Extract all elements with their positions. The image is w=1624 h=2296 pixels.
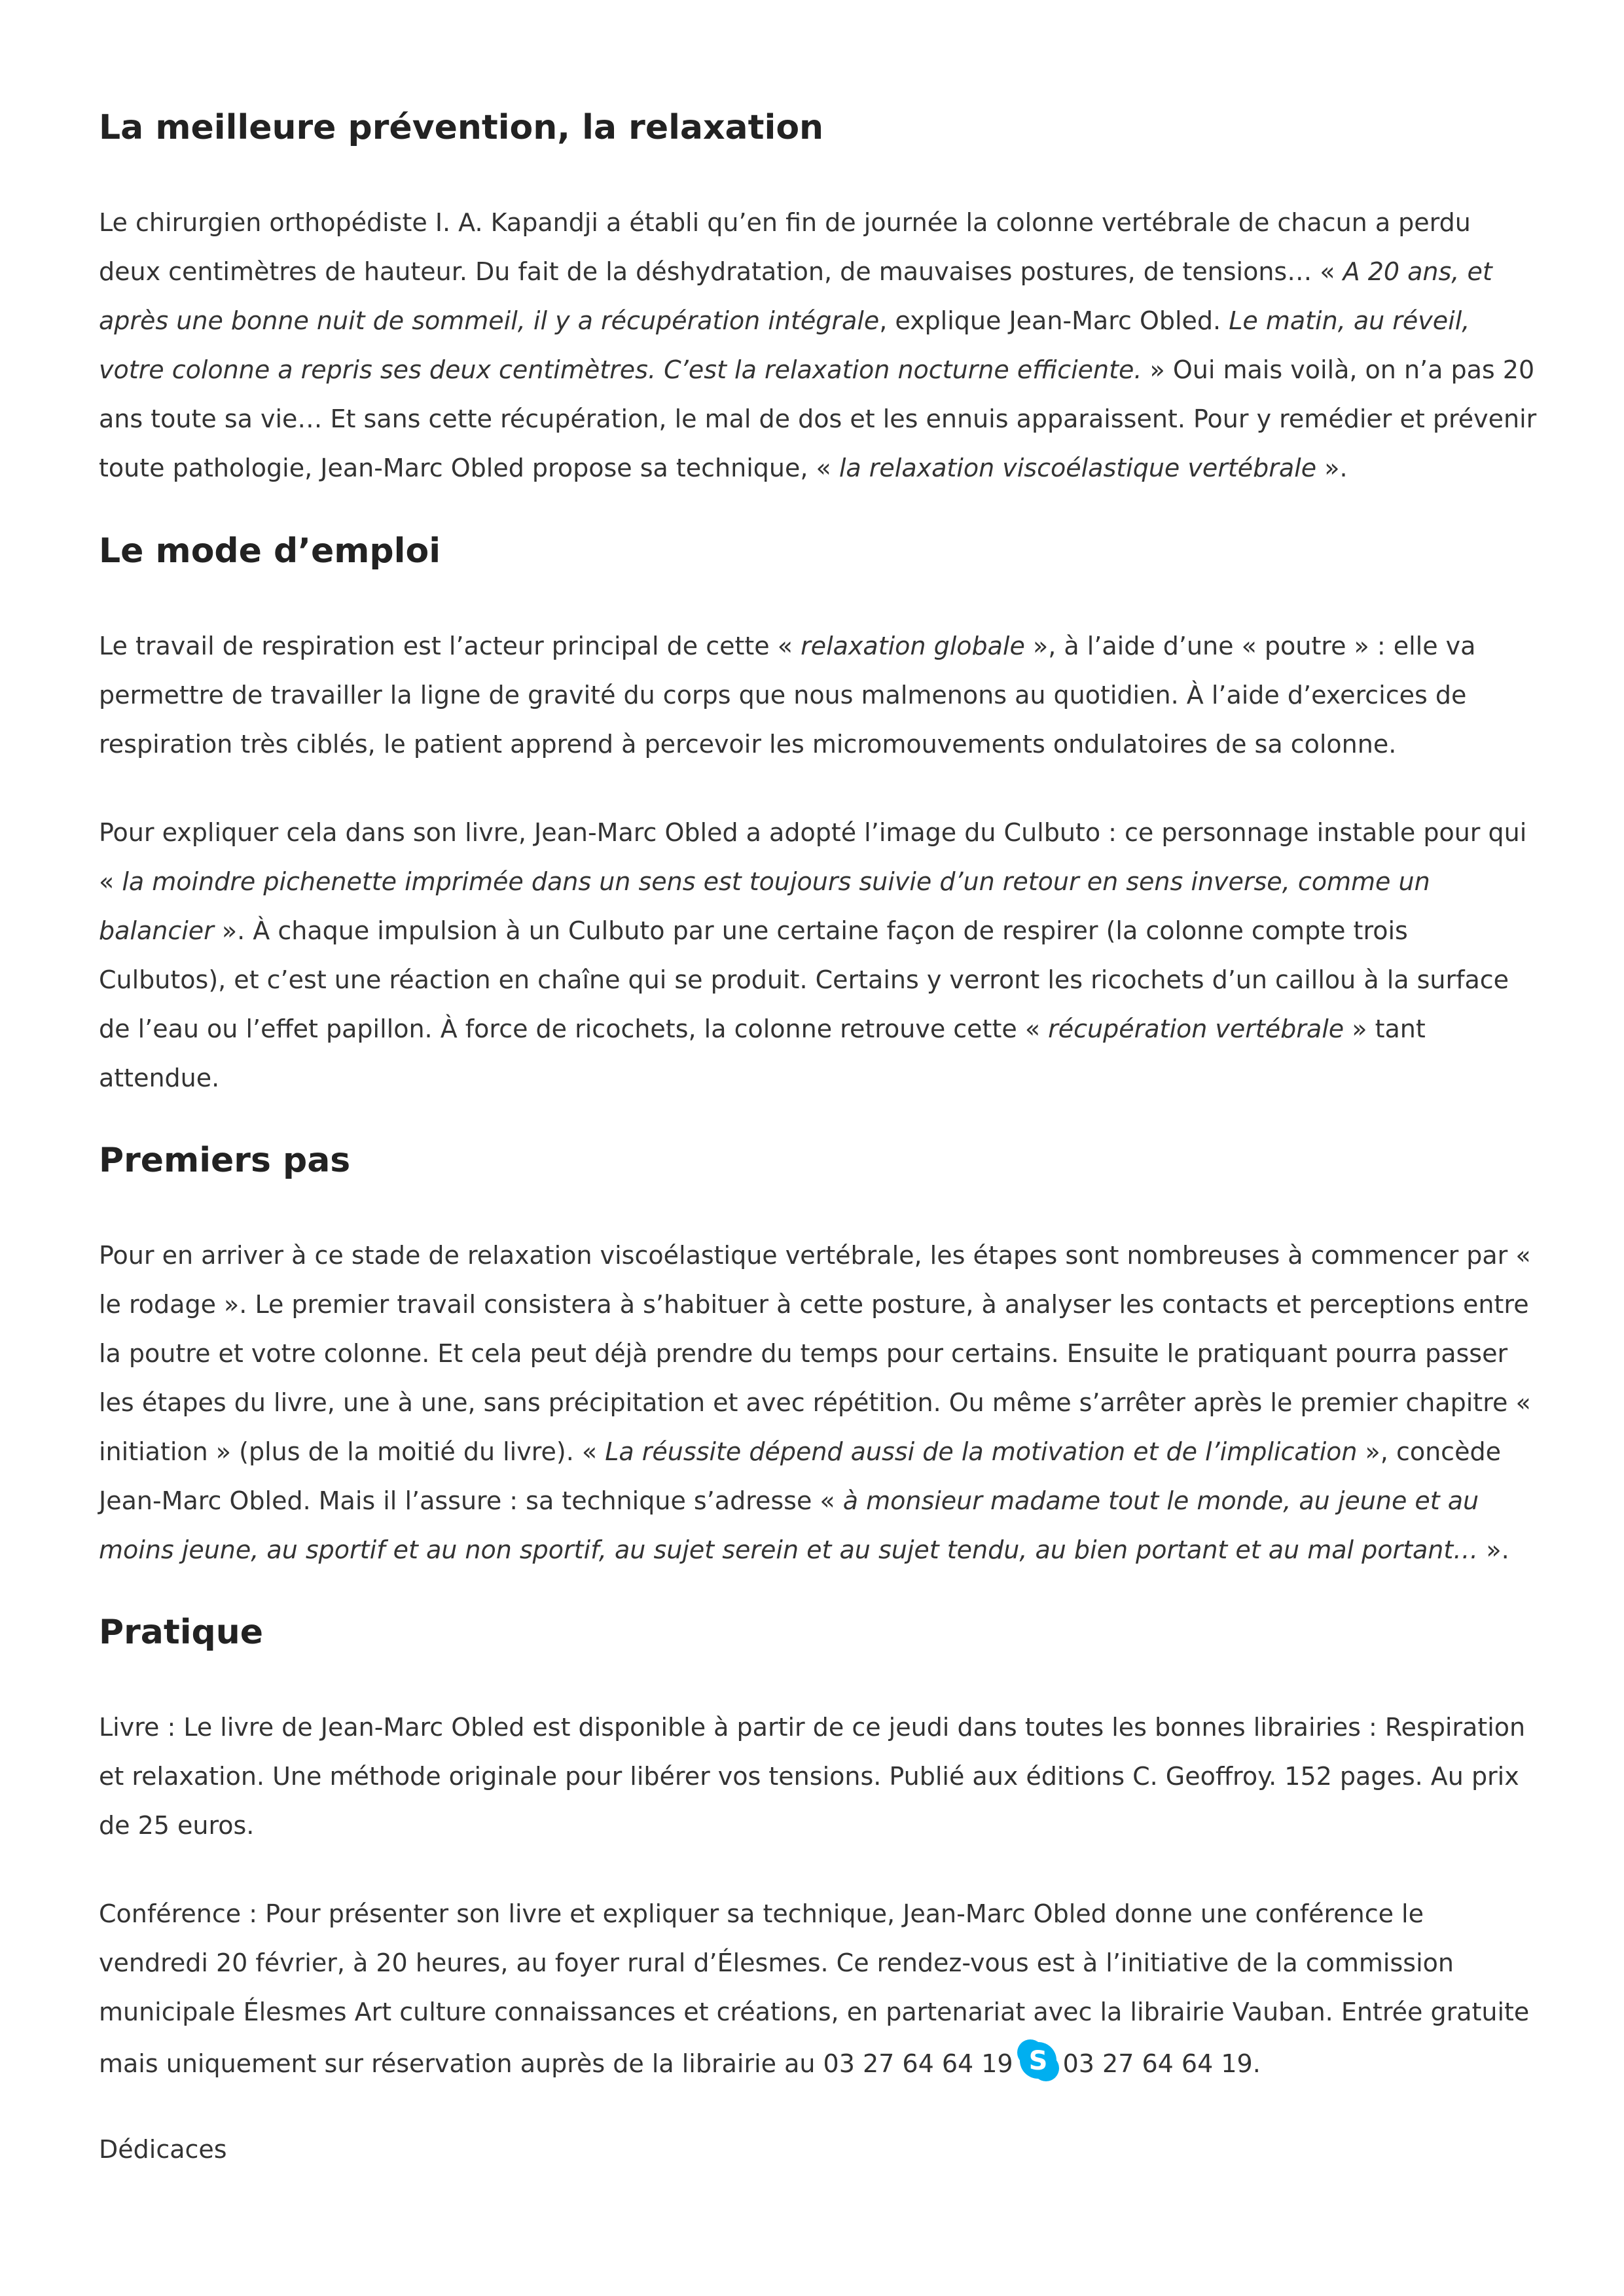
paragraph-dedicaces: Dédicaces	[99, 2135, 227, 2164]
heading-mode-emploi: Le mode d’emploi	[99, 531, 441, 571]
heading-pratique: Pratique	[99, 1613, 264, 1652]
paragraph-conference: Conférence : Pour présenter son livre et expliquer sa technique, Jean-Marc Obled donne une conférence le vendredi 20 février, à 20 heures, au foyer rural d’Élesmes. Ce rendez-vous est à l’initiative de la commission municipale Élesmes Art culture connaissances et créations, en partenariat avec la librairie Vauban. Entrée gratuite mais uniquement sur réservation auprès de la librairie au 03 27 64 64 19 S 03 27 64 64 19.	[99, 1890, 1539, 2089]
skype-icon[interactable]	[1015, 2037, 1062, 2084]
phone-link[interactable]: 03 27 64 64 19	[1062, 2049, 1253, 2078]
paragraph-mode-emploi-1: Le travail de respiration est l’acteur principal de cette « relaxation globale », à l’aide d’une « poutre » : elle va permettre de travailler la ligne de gravité du corps que nous malmenons au quotidien. À l’aide d’exercices de respiration très ciblés, le patient apprend à percevoir les micromouvements ondulatoires de sa colonne.	[99, 632, 1476, 759]
paragraph-mode-emploi-2: Pour expliquer cela dans son livre, Jean-Marc Obled a adopté l’image du Culbuto : ce personnage instable pour qui « la moindre pichenette imprimée dans un sens est toujours suivie d’un retour en sens inverse, comme un balancier ». À chaque impulsion à un Culbuto par une certaine façon de respirer (la colonne compte trois Culbutos), et c’est une réaction en chaîne qui se produit. Certains y verront les ricochets d’un caillou à la surface de l’eau ou l’effet papillon. À force de ricochets, la colonne retrouve cette « récupération vertébrale » tant attendue.	[99, 818, 1527, 1092]
heading-prevention: La meilleure prévention, la relaxation	[99, 108, 824, 147]
paragraph-premiers-pas: Pour en arriver à ce stade de relaxation viscoélastique vertébrale, les étapes sont nombreuses à commencer par « le rodage ». Le premier travail consistera à s’habituer à cette posture, à analyser les contacts et perceptions entre la poutre et votre colonne. Et cela peut déjà prendre du temps pour certains. Ensuite le pratiquant pourra passer les étapes du livre, une à une, sans précipitation et avec répétition. Ou même s’arrêter après le premier chapitre « initiation » (plus de la moitié du livre). « La réussite dépend aussi de la motivation et de l’implication », concède Jean-Marc Obled. Mais il l’assure : sa technique s’adresse « à monsieur madame tout le monde, au jeune et au moins jeune, au sportif et au non sportif, au sujet serein et au sujet tendu, au bien portant et au mal portant… ».	[99, 1241, 1531, 1564]
paragraph-livre: Livre : Le livre de Jean-Marc Obled est disponible à partir de ce jeudi dans toutes les bonnes librairies : Respiration et relaxation. Une méthode originale pour libérer vos tensions. Publié aux éditions C. Geoffroy. 152 pages. Au prix de 25 euros.	[99, 1713, 1526, 1840]
svg-text:S: S	[1028, 2046, 1048, 2076]
heading-premiers-pas: Premiers pas	[99, 1141, 351, 1180]
paragraph-prevention: Le chirurgien orthopédiste I. A. Kapandji a établi qu’en fin de journée la colonne vertébrale de chacun a perdu deux centimètres de hauteur. Du fait de la déshydratation, de mauvaises postures, de tensions… « A 20 ans, et après une bonne nuit de sommeil, il y a récupération intégrale, explique Jean-Marc Obled. Le matin, au réveil, votre colonne a repris ses deux centimètres. C’est la relaxation nocturne efficiente. » Oui mais voilà, on n’a pas 20 ans toute sa vie… Et sans cette récupération, le mal de dos et les ennuis apparaissent. Pour y remédier et prévenir toute pathologie, Jean-Marc Obled propose sa technique, « la relaxation viscoélastique vertébrale ».	[99, 208, 1537, 482]
